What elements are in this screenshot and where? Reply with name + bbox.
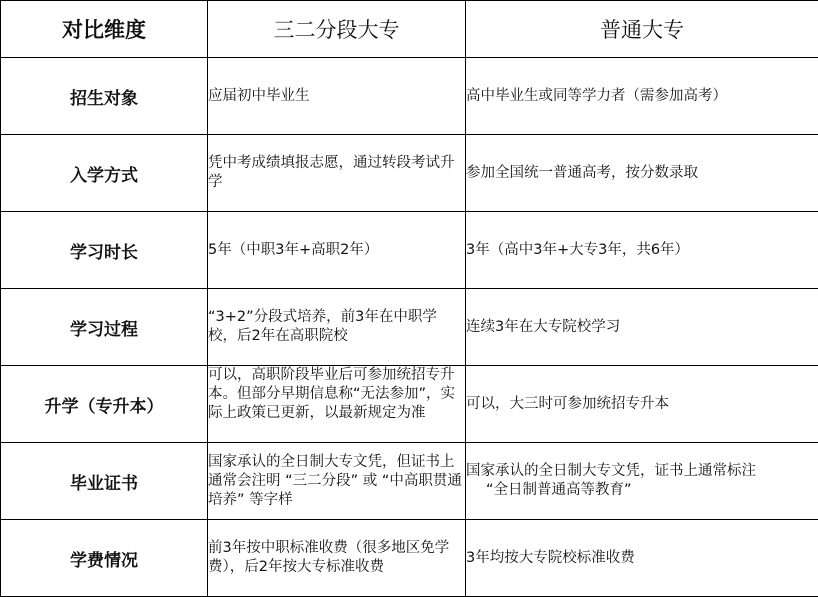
row-dimension: 毕业证书	[1, 443, 208, 520]
table-row	[1, 443, 818, 520]
row-dimension: 入学方式	[1, 135, 208, 212]
row-dimension: 升学（专升本）	[1, 366, 208, 443]
table-row	[1, 135, 818, 212]
row-col1-cell	[208, 366, 466, 443]
row-col2: 高中毕业生或同等学力者（需参加高考）	[466, 58, 818, 135]
row-dimension: 学习过程	[1, 289, 208, 366]
row-col1: 凭中考成绩填报志愿，通过转段考试升学	[208, 135, 466, 212]
row-dimension: 学费情况	[1, 520, 208, 597]
row-col2: 3年均按大专院校标准收费	[466, 520, 818, 597]
row-col1: 应届初中毕业生	[208, 58, 466, 135]
row-col1: 前3年按中职标准收费（很多地区免学费），后2年按大专标准收费	[208, 520, 466, 597]
row-col2: 可以，大三时可参加统招专升本	[466, 366, 818, 443]
row-col1: 5年（中职3年+高职2年）	[208, 212, 466, 289]
header-dimension: 对比维度	[1, 1, 208, 58]
row-dimension: 学习时长	[1, 212, 208, 289]
row-col2-line1: 国家承认的全日制大专文凭，证书上通常标注	[466, 462, 818, 481]
row-col2: 参加全国统一普通高考，按分数录取	[466, 135, 818, 212]
row-col2: 连续3年在大专院校学习	[466, 289, 818, 366]
header-col2: 普通大专	[466, 1, 818, 58]
header-col1: 三二分段大专	[208, 1, 466, 58]
row-col2-cell	[466, 443, 818, 520]
row-col1: “3+2”分段式培养，前3年在中职学校，后2年在高职院校	[208, 289, 466, 366]
row-col2: 3年（高中3年+大专3年，共6年）	[466, 212, 818, 289]
row-dimension: 招生对象	[1, 58, 208, 135]
table-row	[1, 58, 818, 135]
row-col2-line2: “全日制普通高等教育”	[466, 481, 818, 500]
table-row	[1, 366, 818, 443]
table-row	[1, 289, 818, 366]
table-row	[1, 212, 818, 289]
header-row	[1, 1, 818, 58]
row-col1: 可以，高职阶段毕业后可参加统招专升本。但部分早期信息称“无法参加”，实际上政策已更新，以最新规定为准	[208, 366, 465, 442]
table-row	[1, 520, 818, 597]
row-col1: 国家承认的全日制大专文凭，但证书上通常会注明 “三二分段” 或 “中高职贯通培养” 等字样	[208, 443, 466, 520]
